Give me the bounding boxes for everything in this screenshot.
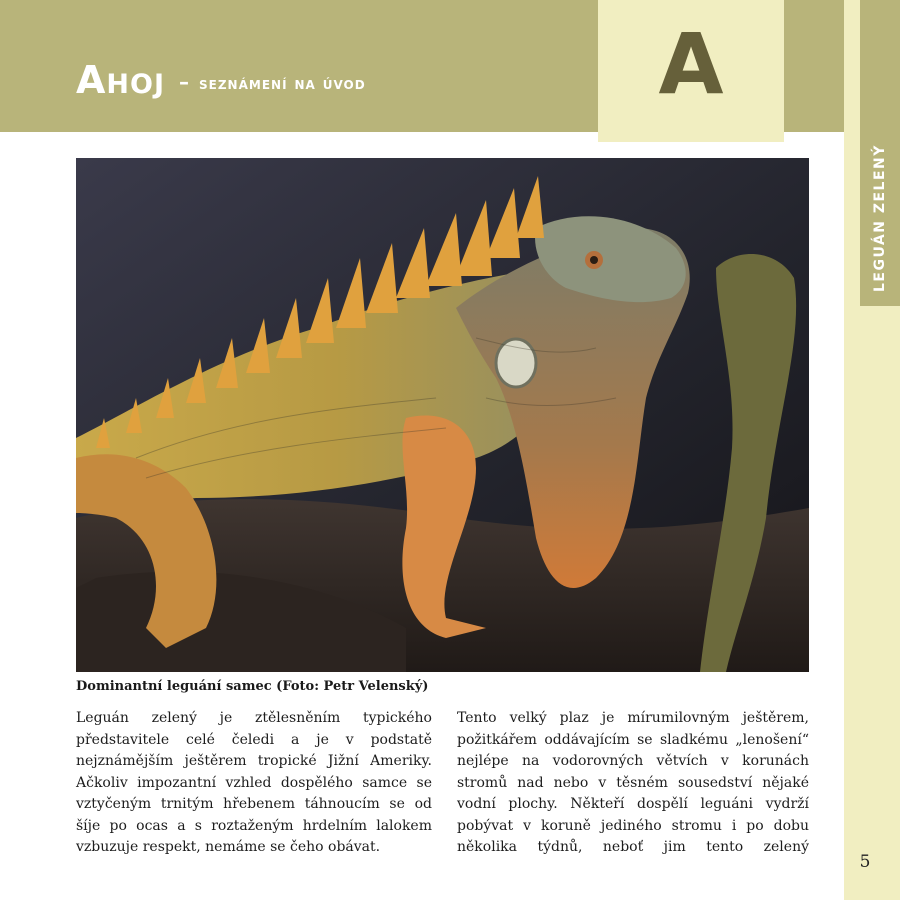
figure-caption: Dominantní leguání samec (Foto: Petr Velenský): [76, 679, 429, 694]
chapter-subtitle: seznámení na úvod: [199, 74, 366, 94]
chapter-title-dash: –: [179, 70, 190, 94]
chapter-title: [76, 58, 366, 102]
iguana-photo: [76, 158, 809, 672]
chapter-letter-box: [598, 0, 784, 142]
side-section-label: LEGUÁN ZELENÝ: [872, 144, 888, 292]
chapter-title-main: Ahoj: [76, 58, 166, 102]
chapter-letter: A: [658, 15, 724, 113]
body-text-right-column: Tento velký plaz je mírumilovným ještěrem, požitkářem oddávajícím se sladkému „lenošení“ nejlépe na vodorovných větvích v korunách stromů nad nebo v těsném sousedství nějaké vodní plochy. Někteří dospělí leguáni vydrží pobývat v koruně jediného stromu i po dobu několika týdnů, neboť jim tento zelený: [457, 710, 809, 855]
iguana-illustration: [76, 158, 809, 672]
body-text-left-column: Leguán zelený je ztělesněním typického představitele celé čeledi a je v podstatě nejznámějším ještěrem tropické Jižní Ameriky. Ačkoliv impozantní vzhled dospělého samce se vztyčeným trnitým hřebenem táhnoucím se od šíje po ocas a s roztaženým hrdelním lalokem vzbuzuje respekt, nemáme se čeho obávat.: [76, 710, 432, 855]
page-number: 5: [859, 852, 871, 872]
